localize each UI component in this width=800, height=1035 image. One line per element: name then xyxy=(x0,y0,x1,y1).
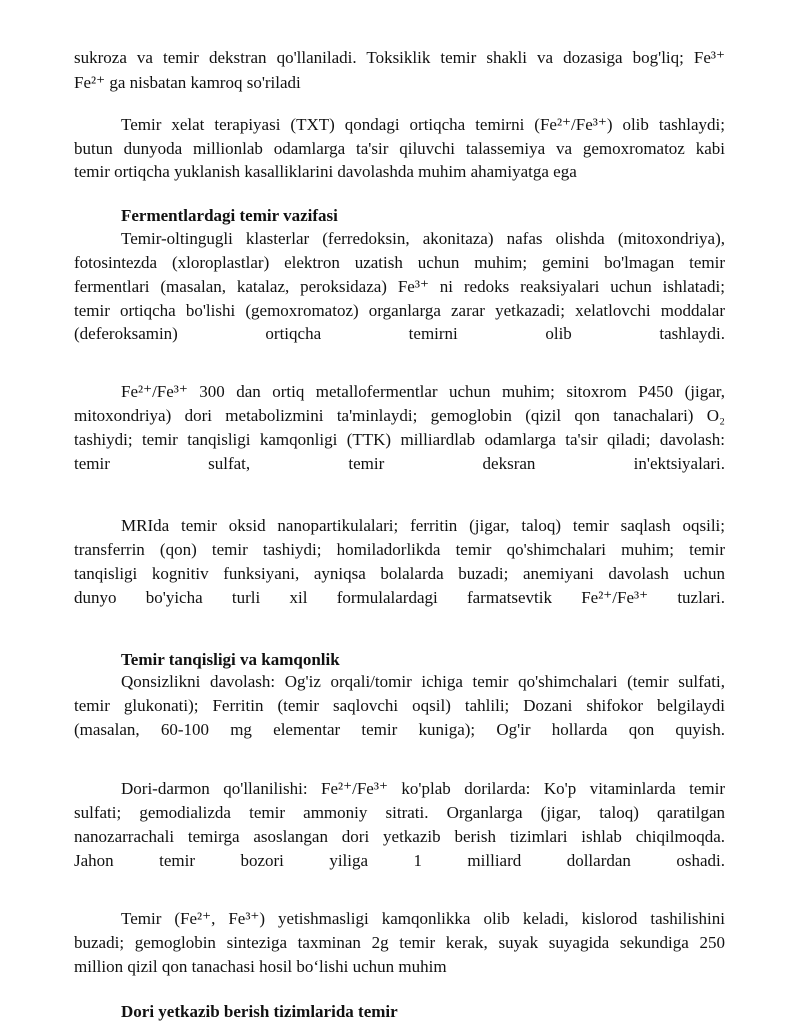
text-line: mitoxondriya) dori metabolizmini ta'minlaydi; gemoglobin (qizil qon tanachalari) O₂ xyxy=(74,406,725,425)
text-line: million qizil qon tanachasi hosil bo‘lishi uchun muhim xyxy=(74,957,447,976)
text-line: sulfati; gemodializda temir ammoniy sitrati. Organlarga (jigar, taloq) qaratilgan xyxy=(74,803,725,822)
text-line: sukroza va temir dekstran qo'llaniladi. Toksiklik temir shakli va dozasiga bog'liq; Fe³⁺ xyxy=(74,48,725,67)
text-line: transferrin (qon) temir tashiydi; homiladorlikda temir qo'shimchalari muhim; temir xyxy=(74,540,725,559)
text-line: Fe²⁺/Fe³⁺ 300 dan ortiq metallofermentlar uchun muhim; sitoxrom P450 (jigar, xyxy=(121,382,725,401)
text-line: butun dunyoda millionlab odamlarga ta'sir qiluvchi talassemiya va gemoxromatoz kabi xyxy=(74,139,725,158)
section-heading: Fermentlardagi temir vazifasi xyxy=(121,206,338,225)
text-line: fermentlari (masalan, katalaz, peroksidaza) Fe³⁺ ni redoks reaksiyalari uchun ishlatadi; xyxy=(74,277,725,296)
text-line: (deferoksamin) ortiqcha temirni olib tashlaydi. xyxy=(74,324,725,343)
text-line: Temir-oltingugli klasterlar (ferredoksin, akonitaza) nafas olishda (mitoxondriya), xyxy=(121,229,725,248)
text-line: dunyo bo'yicha turli xil formulalardagi farmatsevtik Fe²⁺/Fe³⁺ tuzlari. xyxy=(74,588,725,607)
text-line: Fe²⁺ ga nisbatan kamroq so'riladi xyxy=(74,73,301,92)
text-line: MRIda temir oksid nanopartikulalari; ferritin (jigar, taloq) temir saqlash oqsili; xyxy=(121,516,725,535)
text-line: temir glukonati); Ferritin (temir saqlovchi oqsil) tahlili; Dozani shifokor belgilaydi xyxy=(74,696,725,715)
text-line: Temir xelat terapiyasi (TXT) qondagi ortiqcha temirni (Fe²⁺/Fe³⁺) olib tashlaydi; xyxy=(121,115,725,134)
text-line: Qonsizlikni davolash: Og'iz orqali/tomir ichiga temir qo'shimchalari (temir sulfati, xyxy=(121,672,725,691)
text-line: buzadi; gemoglobin sinteziga taxminan 2g temir kerak, suyak suyagida sekundiga 250 xyxy=(74,933,725,952)
text-line: nanozarrachali temirga asoslangan dori yetkazib berish tizimlari ishlab chiqilmoqda. xyxy=(74,827,725,846)
text-line: Temir (Fe²⁺, Fe³⁺) yetishmasligi kamqonlikka olib keladi, kislorod tashilishini xyxy=(121,909,725,928)
section-heading: Dori yetkazib berish tizimlarida temir xyxy=(121,1002,398,1021)
text-line: temir ortiqcha yuklanish kasalliklarini davolashda muhim ahamiyatga ega xyxy=(74,162,577,181)
text-line: temir ortiqcha bo'lishi (gemoxromatoz) organlarga zarar yetkazadi; xelatlovchi moddalar xyxy=(74,301,725,320)
text-line: Jahon temir bozori yiliga 1 milliard dollardan oshadi. xyxy=(74,851,725,870)
text-line: tanqisligi kognitiv funksiyani, ayniqsa bolalarda buzadi; anemiyani davolash uchun xyxy=(74,564,725,583)
text-line: temir sulfat, temir deksran in'ektsiyalari. xyxy=(74,454,725,473)
text-line: Dori-darmon qo'llanilishi: Fe²⁺/Fe³⁺ ko'plab dorilarda: Ko'p vitaminlarda temir xyxy=(121,779,725,798)
text-line: fotosintezda (xloroplastlar) elektron uzatish uchun muhim; gemini bo'lmagan temir xyxy=(74,253,725,272)
section-heading: Temir tanqisligi va kamqonlik xyxy=(121,650,340,669)
text-line: tashiydi; temir tanqisligi kamqonligi (TTK) milliardlab odamlarga ta'sir qiladi; davolash: xyxy=(74,430,725,449)
text-line: (masalan, 60-100 mg elementar temir kuniga); Og'ir hollarda qon quyish. xyxy=(74,720,725,739)
